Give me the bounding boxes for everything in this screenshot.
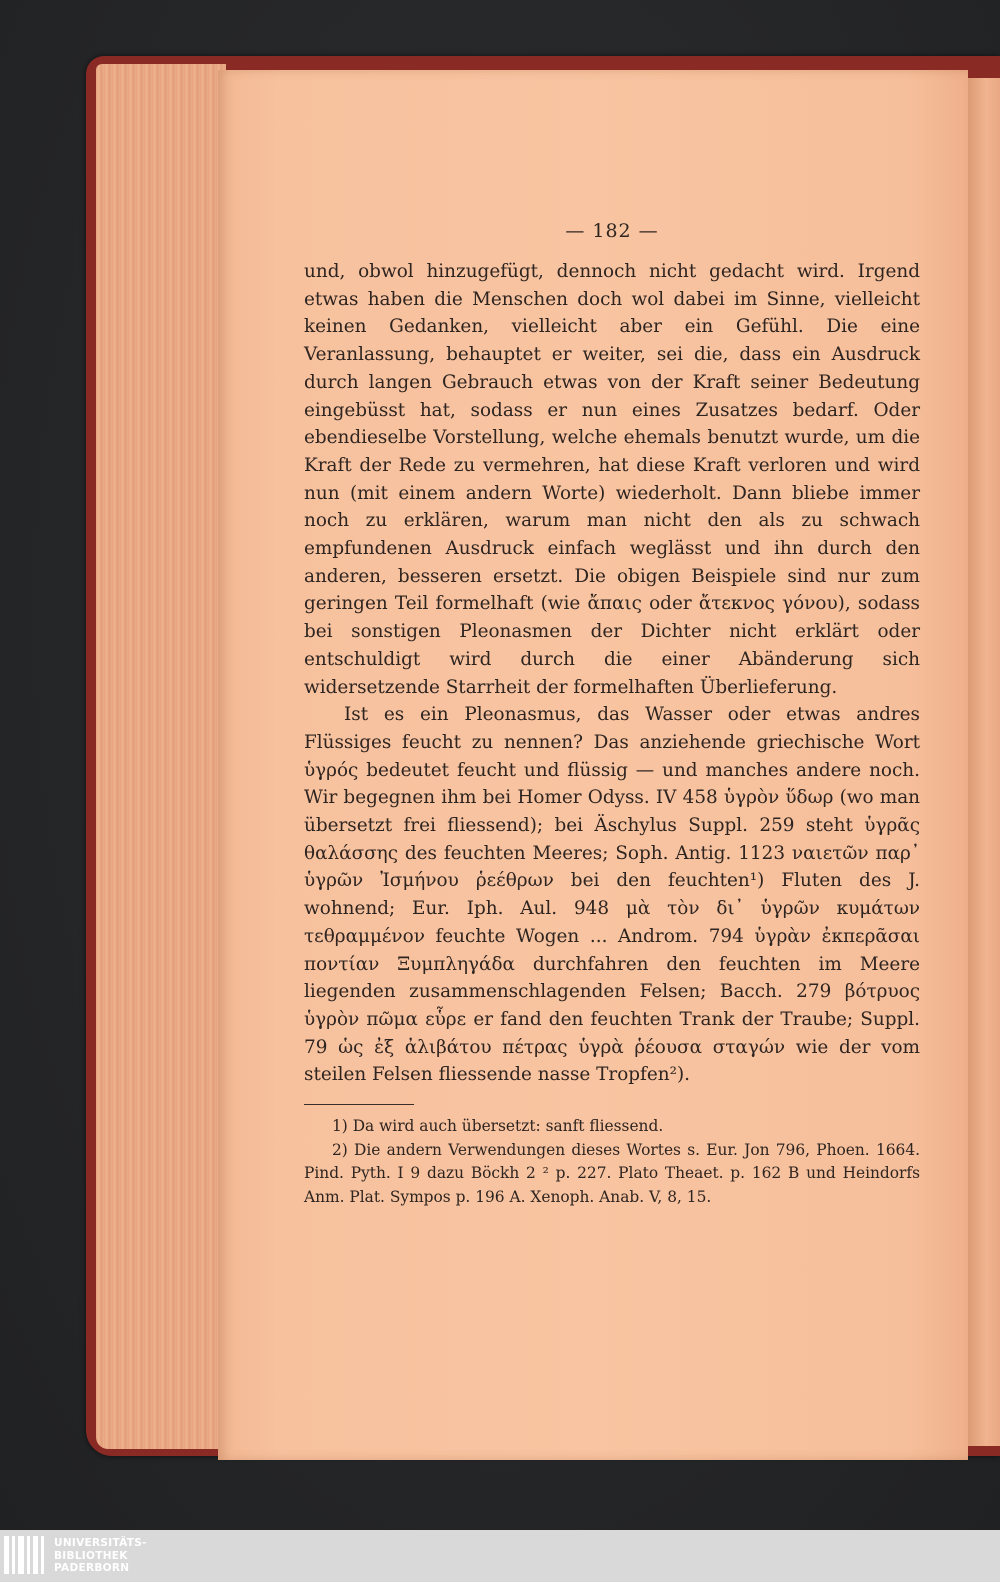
library-name-line-2: BIBLIOTHEK	[54, 1549, 128, 1562]
library-name-line-3: PADERBORN	[54, 1562, 130, 1574]
footnote-2: 2) Die andern Verwendungen dieses Wortes s. Eur. Jon 796, Phoen. 1664. Pind. Pyth. I 9 dazu Böckh 2 ² p. 227. Plato Theaet. p. 162 B und Heindorfs Anm. Plat. Sympos p. 196 A. Xenoph. Anab. V, 8, 15.	[304, 1140, 920, 1206]
footnotes	[304, 1115, 920, 1209]
paragraph-1: und, obwol hinzugefügt, dennoch nicht gedacht wird. Irgend etwas haben die Menschen doch wol dabei im Sinne, vielleicht keinen Gedanken, vielleicht aber ein Gefühl. Die eine Veranlassung, behauptet er weiter, sei die, dass ein Ausdruck durch langen Gebrauch etwas von der Kraft seiner Bedeutung eingebüsst hat, sodass er nun eines Zusatzes bedarf. Oder ebendieselbe Vorstellung, welche ehemals benutzt wurde, um die Kraft der Rede zu vermehren, hat diese Kraft verloren und wird nun (mit einem andern Worte) wiederholt. Dann bliebe immer noch zu erklären, warum man nicht den als zu schwach empfundenen Ausdruck einfach weglässt und ihn durch den anderen, besseren ersetzt. Die obigen Beispiele sind nur zum geringen Teil formelhaft (wie ἄπαις oder ἄτεκνος γόνου), sodass bei sonstigen Pleonasmen der Dichter nicht erklärt oder entschuldigt wird durch die einer Abänderung sich widersetzende Starrheit der formelhaften Überlieferung.	[304, 261, 920, 698]
library-logo	[4, 1536, 204, 1576]
page-number: — 182 —	[565, 220, 659, 242]
barcode-logo-icon	[4, 1536, 48, 1576]
footnote-rule	[304, 1104, 414, 1105]
next-page-edge	[966, 78, 1000, 1446]
footer-bar	[0, 1530, 1000, 1582]
library-name-line-1: UNIVERSITÄTS-	[54, 1537, 147, 1549]
paragraph-2: Ist es ein Pleonasmus, das Wasser oder etwas andres Flüssiges feucht zu nennen? Das anziehende griechische Wort ὑγρός bedeutet feucht und flüssig — und manches andere noch. Wir begegnen ihm bei Homer Odyss. IV 458 ὑγρὸν ὕδωρ (wo man übersetzt frei fliessend); bei Äschylus Suppl. 259 steht ὑγρᾶς θαλάσσης des feuchten Meeres; Soph. Antig. 1123 ναιετῶν παρ᾽ ὑγρῶν Ἰσμήνου ῥεέθρων bei den feuchten¹) Fluten des J. wohnend; Eur. Iph. Aul. 948 μὰ τὸν δι᾽ ὑγρῶν κυμάτων τεθραμμένον feuchte Wogen ... Androm. 794 ὑγρὰν ἐκπερᾶσαι ποντίαν Ξυμπληγάδα durchfahren den feuchten im Meere liegenden zusammenschlagenden Felsen; Bacch. 279 βότρυος ὑγρὸν πῶμα εὗρε er fand den feuchten Trank der Traube; Suppl. 79 ὡς ἐξ ἀλιβάτου πέτρας ὑγρὰ ῥέουσα σταγών wie der vom steilen Felsen fliessende nasse Tropfen²).	[304, 704, 920, 1086]
body-text	[304, 258, 920, 1089]
page-stack-edges	[96, 64, 226, 1449]
footnote-1: 1) Da wird auch übersetzt: sanft fliessend.	[332, 1117, 664, 1135]
library-name	[54, 1537, 147, 1575]
